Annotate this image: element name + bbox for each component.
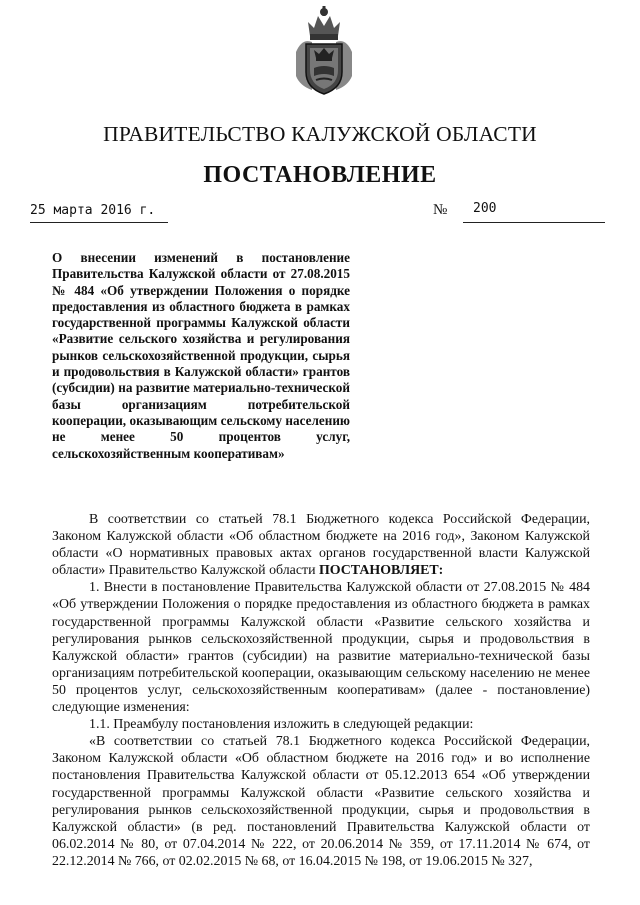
number-underline bbox=[463, 222, 605, 223]
document-type-title: ПОСТАНОВЛЕНИЕ bbox=[203, 162, 437, 188]
date-underline bbox=[30, 222, 168, 223]
date-field bbox=[30, 201, 168, 219]
preamble-text: В соответствии со статьей 78.1 Бюджетного кодекса Российской Федерации, Законом Калужской области «Об областном бюджете на 2016 год», Законом Калужской области «О нормативных правовых актах органов государственной власти Калужской области» Правительство Калужской области bbox=[52, 512, 590, 579]
number-sign: № bbox=[433, 202, 448, 218]
preamble-paragraph bbox=[52, 511, 590, 579]
resolves-keyword: ПОСТАНОВЛЯЕТ: bbox=[319, 563, 444, 579]
document-body bbox=[52, 511, 590, 870]
document-subject: О внесении изменений в постановление Правительства Калужской области от 27.08.2015 № 484 «Об утверждении Положения о порядке предоставления из областного бюджета в рамках государственной программы Калужской области «Развитие сельского хозяйства и регулирования рынков сельскохозяйственной продукции, сырья и продовольствия в Калужской области» грантов (субсидии) на развитие материально-технической базы организациям потребительской кооперации, оказывающим сельскому населению не менее 50 процентов услуг, сельскохозяйственным кооперативам» bbox=[52, 250, 350, 461]
item-1-1-paragraph: 1.1. Преамбулу постановления изложить в следующей редакции: bbox=[89, 717, 474, 733]
coat-of-arms-icon bbox=[292, 6, 356, 98]
quoted-preamble-paragraph: «В соответствии со статьей 78.1 Бюджетного кодекса Российской Федерации, Законом Калужской области «Об областном бюджете на 2016 год» и во исполнение постановления Правительства Калужской области от 05.12.2013 654 «Об утверждении государственной программы Калужской области «Развитие сельского хозяйства и регулирования рынков сельскохозяйственной продукции, сырья и продовольствия в Калужской области» (в ред. постановлений Правительства Калужской области от 06.02.2014 № 80, от 07.04.2014 № 222, от 20.06.2014 № 359, от 17.11.2014 № 674, от 22.12.2014 № 766, от 02.02.2015 № 68, от 16.04.2015 № 198, от 19.06.2015 № 327, bbox=[52, 734, 590, 869]
item-1-paragraph: 1. Внести в постановление Правительства Калужской области от 27.08.2015 № 484 «Об утверждении Положения о порядке предоставления из областного бюджета в рамках государственной программы Калужской области «Развитие сельского хозяйства и регулирования рынков сельскохозяйственной продукции, сырья и продовольствия в Калужской области» грантов (субсидии) на развитие материально-технической базы организациям потребительской кооперации, оказывающим сельскому населению не менее 50 процентов услуг, сельскохозяйственным кооперативам» (далее - постановление) следующие изменения: bbox=[52, 580, 590, 716]
document-number: 200 bbox=[473, 201, 497, 216]
document-date: 25 марта 2016 г. bbox=[30, 203, 156, 218]
number-field bbox=[433, 201, 605, 219]
government-title: ПРАВИТЕЛЬСТВО КАЛУЖСКОЙ ОБЛАСТИ bbox=[103, 122, 537, 146]
